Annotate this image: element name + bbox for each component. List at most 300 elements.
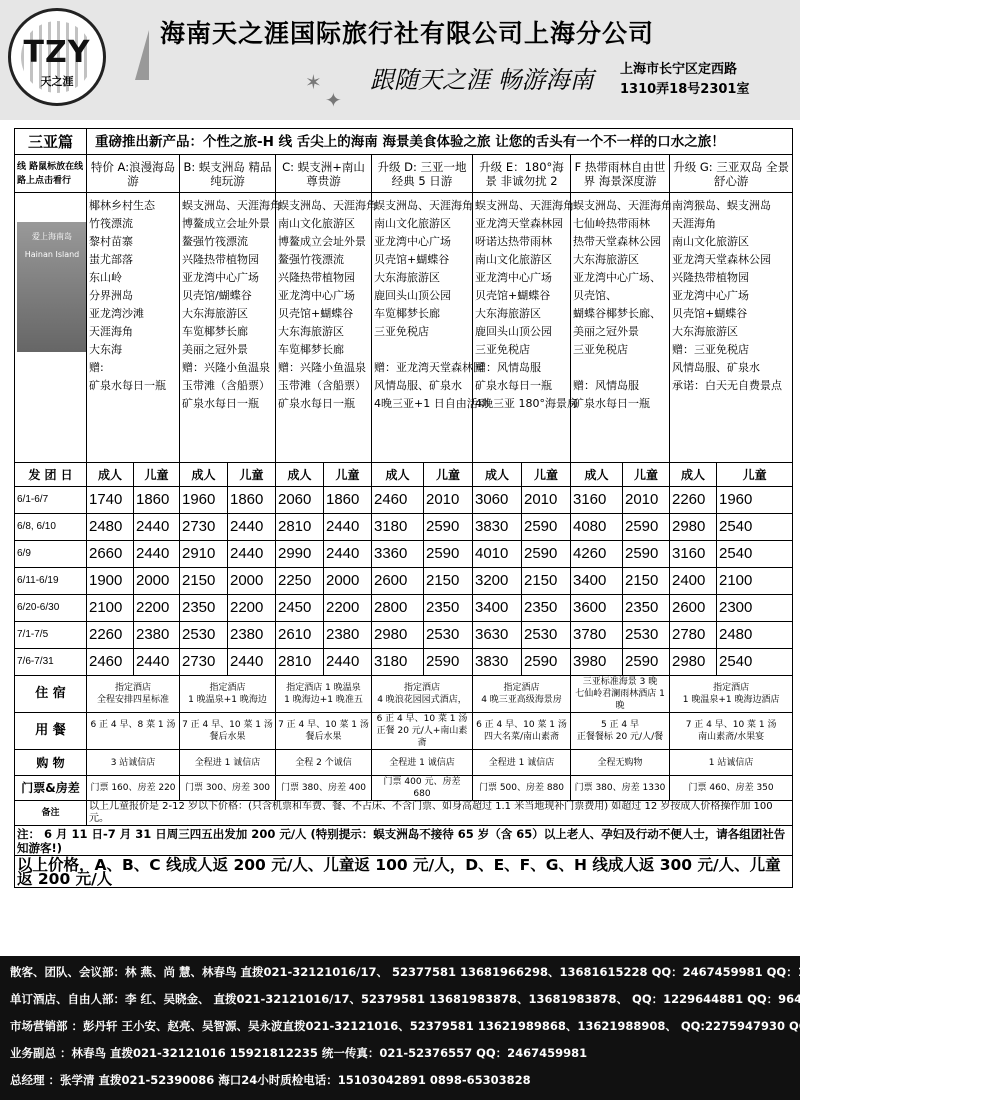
sailboat-icon [135, 30, 149, 80]
meals-line: 7 正 4 早、10 菜 1 汤 [182, 720, 273, 730]
price-cell: 2200 [324, 595, 372, 622]
meals-line: 正餐 20 元/人+南山素斋 [376, 726, 468, 748]
price-cell: 2440 [134, 514, 180, 541]
itinerary-item: 车览椰梦长廊 [182, 325, 248, 338]
itinerary-item: 蚩尤部落 [89, 253, 133, 266]
price-cell: 2660 [87, 541, 134, 568]
contact-line: 总经理 ：张学清 直拨021-52390086 海口24小时质检电话：15103042891 0898-65303828 [10, 1073, 531, 1087]
meals-line: 餐后水果 [209, 732, 246, 742]
itinerary-item: 兴隆热带植物园 [672, 271, 749, 284]
remarks-label: 备注 [15, 801, 87, 826]
meals-line: 5 正 4 早 [600, 720, 640, 730]
price-cell: 2150 [424, 568, 473, 595]
price-cell: 2440 [134, 649, 180, 676]
price-cell: 2980 [670, 649, 717, 676]
price-cell: 2730 [180, 514, 228, 541]
lodging-cell [87, 676, 180, 713]
itinerary-item: 矿泉水每日一瓶 [475, 379, 552, 392]
price-cell: 2980 [670, 514, 717, 541]
note: 注： 6 月 11 日-7 月 31 日周三四五出发加 200 元/人 (特别提示：蜈支洲岛不接待 65 岁（含 65）以上老人、孕妇及行动不便人士，请各组团社告知游客!) [15, 826, 793, 856]
itinerary-item: 黎村苗寨 [89, 235, 133, 248]
price-cell: 2150 [180, 568, 228, 595]
meals-line [89, 731, 177, 743]
meals-cell [571, 713, 670, 750]
price-cell: 2350 [424, 595, 473, 622]
address-line-1: 上海市长宁区定西路 [620, 62, 738, 77]
lodging-cell [473, 676, 571, 713]
tickets-label: 门票&房差 [15, 776, 87, 801]
route-title[interactable]: F 热带雨林自由世界 海景深度游 [571, 155, 670, 193]
area-label: 三亚篇 [15, 129, 87, 155]
price-cell: 2800 [372, 595, 424, 622]
price-cell: 2300 [717, 595, 793, 622]
price-cell: 1860 [134, 487, 180, 514]
price-cell: 3780 [571, 622, 623, 649]
itinerary-item: 蜈支洲岛、天涯海角 [475, 199, 574, 212]
itinerary-item: 大东海旅游区 [672, 325, 738, 338]
lodging-cell [670, 676, 793, 713]
price-cell: 4080 [571, 514, 623, 541]
price-cell: 2000 [134, 568, 180, 595]
lodging-line: 三亚标准海景 3 晚 [582, 677, 658, 687]
price-cell: 2010 [522, 487, 571, 514]
child-header: 儿童 [324, 463, 372, 487]
itinerary-item: 大东海旅游区 [374, 271, 440, 284]
price-cell: 1860 [324, 487, 372, 514]
meals-cell [372, 713, 473, 750]
price-cell: 2380 [134, 622, 180, 649]
meals-line: 7 正 4 早、10 菜 1 汤 [685, 720, 777, 730]
table-row [15, 826, 793, 856]
price-cell: 2350 [180, 595, 228, 622]
price-cell: 2200 [228, 595, 276, 622]
route-title[interactable]: 特价 A:浪漫海岛游 [87, 155, 180, 193]
itinerary-item: 蜈支洲岛、天涯海角 [182, 199, 281, 212]
price-cell: 2150 [522, 568, 571, 595]
departure-date: 7/6-7/31 [15, 649, 87, 676]
lodging-cell [372, 676, 473, 713]
itinerary-item: 4晚三亚+1 日自由活动 [374, 397, 489, 410]
itinerary-item: 4晚三亚 180°海景房 [475, 397, 578, 410]
lodging-line: 1 晚海边+1 晚准五 [284, 695, 363, 705]
price-cell: 2600 [670, 595, 717, 622]
price-cell: 1860 [228, 487, 276, 514]
price-cell: 2540 [717, 541, 793, 568]
contact-line: 业务副总 ：林春鸟 直拨021-32121016 15921812235 统一传真：021-52376557 QQ：2467459981 [10, 1046, 588, 1060]
route-title[interactable]: 升级 D: 三亚一地 经典 5 日游 [372, 155, 473, 193]
table-row [15, 568, 793, 595]
itinerary-item: 赠：亚龙湾天堂森林园 [374, 361, 484, 374]
meals-cell [276, 713, 372, 750]
itinerary-item: 矿泉水每日一瓶 [89, 379, 166, 392]
price-cell: 2440 [228, 541, 276, 568]
route-title[interactable]: 升级 G: 三亚双岛 全景舒心游 [670, 155, 793, 193]
price-cell: 2590 [623, 541, 670, 568]
itinerary-item [374, 341, 470, 359]
price-cell: 3060 [473, 487, 522, 514]
itinerary-item: 赠：三亚免税店 [672, 343, 749, 356]
lodging-line: 指定酒店 [403, 683, 440, 693]
contact-line: 市场营销部 ：彭丹轩 王小安、赵亮、吴智源、吴永波直拨021-32121016、52379581 13621989868、13621988908、 QQ:2275947930 QQ:1807457134、 [10, 1019, 905, 1033]
price-cell: 2460 [87, 649, 134, 676]
price-cell: 2440 [228, 514, 276, 541]
price-cell: 2440 [228, 649, 276, 676]
itinerary-item: 鹿回头山顶公园 [374, 289, 451, 302]
starfish-icon: ✶ [305, 70, 322, 94]
table-row [15, 541, 793, 568]
logo-subtext: 天之涯 [40, 75, 74, 88]
image-caption: 爱上海南岛 Hainan Island [24, 232, 80, 259]
itinerary-item: 分界洲岛 [89, 289, 133, 302]
shopping-label: 购 物 [15, 750, 87, 776]
child-header: 儿童 [717, 463, 793, 487]
itinerary-item: 美丽之冠外景 [573, 325, 639, 338]
price-cell: 3200 [473, 568, 522, 595]
itinerary-item: 赠：风情岛服 [475, 361, 541, 374]
price-cell: 2590 [424, 649, 473, 676]
itinerary-item: 玉带滩（含船票） [182, 379, 270, 392]
price-cell: 2530 [623, 622, 670, 649]
shopping-cell: 1 站诚信店 [670, 750, 793, 776]
price-cell: 2540 [717, 514, 793, 541]
route-title[interactable]: C: 蜈支洲+南山 尊贵游 [276, 155, 372, 193]
adult-header: 成人 [372, 463, 424, 487]
price-cell: 2400 [670, 568, 717, 595]
price-cell: 3160 [670, 541, 717, 568]
itinerary-cell [180, 193, 281, 463]
itinerary-item: 贝壳馆+蝴蝶谷 [672, 307, 748, 320]
price-cell: 3830 [473, 514, 522, 541]
price-cell: 3630 [473, 622, 522, 649]
departure-date: 6/20-6/30 [15, 595, 87, 622]
itinerary-cell [372, 193, 489, 463]
route-title[interactable]: B: 蜈支洲岛 精品纯玩游 [180, 155, 276, 193]
price-cell: 2590 [424, 514, 473, 541]
itinerary-cell [571, 193, 670, 463]
price-cell: 2590 [522, 649, 571, 676]
table-row [15, 622, 793, 649]
itinerary-item: 大东海旅游区 [475, 307, 541, 320]
contact-line: 散客、团队、会议部：林 燕、尚 慧、林春鸟 直拨021-32121016/17、 52377581 13681966298、13681615228 QQ：2467459981 QQ：1799396742 QQ：2311697370 [10, 965, 993, 979]
price-cell: 2460 [372, 487, 424, 514]
itinerary-item: 风情岛服、矿泉水 [374, 379, 462, 392]
price-table [14, 128, 793, 888]
price-cell: 2440 [324, 541, 372, 568]
itinerary-item: 承诺：白天无自费景点 [672, 379, 782, 392]
itinerary-item: 蜈支洲岛、天涯海角 [278, 199, 377, 212]
itinerary-item: 贝壳馆+蝴蝶谷 [475, 289, 551, 302]
itinerary-item: 三亚免税店 [573, 343, 628, 356]
header-banner [0, 0, 800, 120]
price-cell: 2530 [522, 622, 571, 649]
itinerary-item: 南山文化旅游区 [475, 253, 552, 266]
price-cell: 2060 [276, 487, 324, 514]
table-row [15, 776, 793, 801]
adult-header: 成人 [180, 463, 228, 487]
itinerary-item: 亚龙湾中心广场、 [573, 271, 661, 284]
price-cell: 2380 [228, 622, 276, 649]
meals-cell [473, 713, 571, 750]
itinerary-item: 天涯海角 [672, 217, 716, 230]
adult-header: 成人 [571, 463, 623, 487]
lodging-line: 1 晚温泉+1 晚海边 [188, 695, 267, 705]
departure-date: 7/1-7/5 [15, 622, 87, 649]
meals-label: 用 餐 [15, 713, 87, 750]
itinerary-item: 赠: [89, 361, 104, 374]
price-cell: 3360 [372, 541, 424, 568]
adult-header: 成人 [473, 463, 522, 487]
tickets-cell: 门票 400 元、房差 680 [372, 776, 473, 801]
itinerary-item: 鹿回头山顶公园 [475, 325, 552, 338]
itinerary-cell [670, 193, 793, 463]
itinerary-item: 呀诺达热带雨林 [475, 235, 552, 248]
table-row [15, 514, 793, 541]
lodging-line: 指定酒店 [713, 683, 750, 693]
price-cell: 3600 [571, 595, 623, 622]
price-cell: 2010 [424, 487, 473, 514]
tickets-cell: 门票 380、房差 1330 [571, 776, 670, 801]
itinerary-item: 博鳌成立会址外景 [278, 235, 366, 248]
itinerary-item: 风情岛服、矿泉水 [672, 361, 760, 374]
itinerary-item: 竹筏漂流 [89, 217, 133, 230]
tickets-cell: 门票 460、房差 350 [670, 776, 793, 801]
itinerary-item: 热带天堂森林公园 [573, 235, 661, 248]
lodging-line: 4 晚浪花园园式酒店， [377, 695, 467, 705]
price-cell: 3980 [571, 649, 623, 676]
itinerary-item: 博鳌成立会址外景 [182, 217, 270, 230]
itinerary-item: 赠：风情岛服 [573, 379, 639, 392]
price-cell: 2440 [324, 514, 372, 541]
itinerary-item: 蝴蝶谷椰梦长廊、 [573, 307, 661, 320]
lodging-line: 全程安排四星标准 [96, 695, 169, 705]
route-title[interactable]: 升级 E：180°海景 非诚勿扰 2 [473, 155, 571, 193]
price-cell: 2380 [324, 622, 372, 649]
price-cell: 3160 [571, 487, 623, 514]
lodging-line: 指定酒店 1 晚温泉 [286, 683, 361, 693]
price-cell: 2010 [623, 487, 670, 514]
itinerary-cell [276, 193, 377, 463]
company-address [620, 60, 795, 100]
itinerary-item: 美丽之冠外景 [182, 343, 248, 356]
lodging-cell [571, 676, 670, 713]
routes-label: 线 路鼠标放在线路上点击看行 [15, 155, 87, 193]
table-row [15, 193, 793, 463]
lodging-line: 1 晚温泉+1 晚海边酒店 [682, 695, 780, 705]
price-cell: 2810 [276, 649, 324, 676]
meals-line: 7 正 4 早、10 菜 1 汤 [278, 720, 369, 730]
meals-line: 6 正 4 早、10 菜 1 汤 [376, 714, 468, 724]
itinerary-item: 车览椰梦长廊 [374, 307, 440, 320]
itinerary-item: 赠：兴隆小鱼温泉 [278, 361, 366, 374]
itinerary-cell [473, 193, 578, 463]
shopping-cell: 全程 2 个诚信 [276, 750, 372, 776]
itinerary-item: 蜈支洲岛、天涯海角 [573, 199, 672, 212]
price-cell: 1960 [180, 487, 228, 514]
price-cell: 1900 [87, 568, 134, 595]
child-header: 儿童 [424, 463, 473, 487]
price-cell: 2150 [623, 568, 670, 595]
lodging-line: 指定酒店 [209, 683, 246, 693]
price-cell: 4010 [473, 541, 522, 568]
remarks-text: 以上儿童报价是 2-12 岁以下价格：(只含机票和车费、餐、不占床、不含门票、如身高超过 1.1 米当地现补门票费用) 如超过 12 岁按成人价格操作加 100 元。 [87, 801, 793, 826]
itinerary-item: 南山文化旅游区 [672, 235, 749, 248]
price-cell: 2530 [424, 622, 473, 649]
image-cell [15, 193, 87, 463]
itinerary-item: 天涯海角 [89, 325, 133, 338]
date-header: 发 团 日 [15, 463, 87, 487]
table-row [15, 463, 793, 487]
itinerary-item: 贝壳馆+蝴蝶谷 [374, 253, 450, 266]
itinerary-item: 亚龙湾天堂森林公园 [672, 253, 771, 266]
meals-cell [87, 713, 180, 750]
lodging-line: 七仙岭君澜雨林酒店 1 晚 [575, 689, 665, 711]
price-cell: 2530 [180, 622, 228, 649]
price-cell: 2480 [87, 514, 134, 541]
tickets-cell: 门票 160、房差 220 [87, 776, 180, 801]
table-row [15, 487, 793, 514]
itinerary-item: 玉带滩（含船票） [278, 379, 366, 392]
itinerary-item: 贝壳馆/蝴蝶谷 [182, 289, 252, 302]
company-name: 海南天之涯国际旅行社有限公司上海分公司 [160, 19, 655, 48]
shopping-cell: 3 站诚信店 [87, 750, 180, 776]
contact-line: 单订酒店、自由人部：李 红、吴晓金、 直拨021-32121016/17、52379581 13681983878、13681983878、 QQ：1229644881 QQ：964029792 QQ：1799396742 [10, 992, 966, 1006]
address-line-2: 1310弄18号2301室 [620, 82, 750, 97]
price-cell: 3180 [372, 514, 424, 541]
table-row [15, 676, 793, 713]
price-cell: 2730 [180, 649, 228, 676]
lodging-cell [276, 676, 372, 713]
meals-line: 餐后水果 [305, 732, 342, 742]
price-cell: 2600 [372, 568, 424, 595]
meals-cell [670, 713, 793, 750]
price-cell: 2000 [324, 568, 372, 595]
price-cell: 2810 [276, 514, 324, 541]
itinerary-item: 三亚免税店 [374, 325, 429, 338]
price-cell: 1960 [717, 487, 793, 514]
table-row [15, 595, 793, 622]
itinerary-item: 鳌强竹筏漂流 [278, 253, 344, 266]
departure-date: 6/9 [15, 541, 87, 568]
table-row [15, 801, 793, 826]
lodging-line: 指定酒店 [114, 683, 151, 693]
price-cell: 3400 [473, 595, 522, 622]
meals-line: 四大名菜/南山素斋 [483, 732, 560, 742]
headline: 重磅推出新产品：个性之旅-H 线 舌尖上的海南 海景美食体验之旅 让您的舌头有一个不一样的口水之旅！ [87, 129, 793, 155]
price-cell: 2350 [623, 595, 670, 622]
itinerary-item: 椰林乡村生态 [89, 199, 155, 212]
meals-line: 6 正 4 早、8 菜 1 汤 [90, 720, 176, 730]
price-cell: 2250 [276, 568, 324, 595]
itinerary-item: 南山文化旅游区 [278, 217, 355, 230]
itinerary-item: 矿泉水每日一瓶 [278, 397, 355, 410]
itinerary-item: 三亚免税店 [475, 343, 530, 356]
table-row [15, 129, 793, 155]
contact-footer [0, 956, 993, 1100]
table-row [15, 649, 793, 676]
price-cell: 3400 [571, 568, 623, 595]
price-cell: 2540 [717, 649, 793, 676]
child-header: 儿童 [134, 463, 180, 487]
adult-header: 成人 [87, 463, 134, 487]
itinerary-item: 亚龙湾沙滩 [89, 307, 144, 320]
price-cell: 2260 [670, 487, 717, 514]
meals-line: 正餐餐标 20 元/人/餐 [576, 732, 664, 742]
itinerary-item: 大东海旅游区 [278, 325, 344, 338]
meals-line: 南山素斋/水果宴 [698, 732, 765, 742]
departure-date: 6/11-6/19 [15, 568, 87, 595]
itinerary-item: 亚龙湾中心广场 [278, 289, 355, 302]
price-cell: 2100 [717, 568, 793, 595]
child-header: 儿童 [522, 463, 571, 487]
itinerary-item: 亚龙湾天堂森林园 [475, 217, 563, 230]
itinerary-item [573, 359, 667, 377]
price-cell: 3180 [372, 649, 424, 676]
shopping-cell: 全程进 1 诚信店 [473, 750, 571, 776]
itinerary-item: 大东海 [89, 343, 122, 356]
itinerary-item: 兴隆热带植物园 [182, 253, 259, 266]
price-cell: 2440 [324, 649, 372, 676]
table-row [15, 750, 793, 776]
itinerary-item: 南湾猴岛、蜈支洲岛 [672, 199, 771, 212]
itinerary-item: 鳌强竹筏漂流 [182, 235, 248, 248]
itinerary-item: 赠：兴隆小鱼温泉 [182, 361, 270, 374]
price-cell: 2910 [180, 541, 228, 568]
itinerary-item: 亚龙湾中心广场 [475, 271, 552, 284]
itinerary-item: 矿泉水每日一瓶 [573, 397, 650, 410]
table-row [15, 155, 793, 193]
company-logo [8, 8, 106, 106]
adult-header: 成人 [276, 463, 324, 487]
slogan: 跟随天之涯 畅游海南 [370, 66, 594, 94]
starfish-icon: ✦ [325, 88, 342, 112]
meals-line: 6 正 4 早、10 菜 1 汤 [476, 720, 567, 730]
lodging-line: 指定酒店 [503, 683, 540, 693]
shopping-cell: 全程无购物 [571, 750, 670, 776]
table-row [15, 856, 793, 888]
logo-text: TZY [23, 35, 91, 70]
price-cell: 2590 [623, 649, 670, 676]
price-cell: 2590 [424, 541, 473, 568]
tickets-cell: 门票 300、房差 300 [180, 776, 276, 801]
tickets-cell: 门票 380、房差 400 [276, 776, 372, 801]
table-row [15, 713, 793, 750]
lodging-line: 4 晚三亚高级海景房 [481, 695, 562, 705]
shopping-cell: 全程进 1 诚信店 [372, 750, 473, 776]
child-header: 儿童 [228, 463, 276, 487]
itinerary-item: 贝壳馆、 [573, 289, 617, 302]
itinerary-item: 贝壳馆+蝴蝶谷 [278, 307, 354, 320]
itinerary-item: 东山岭 [89, 271, 122, 284]
price-cell: 2260 [87, 622, 134, 649]
price-cell: 3830 [473, 649, 522, 676]
adult-header: 成人 [670, 463, 717, 487]
price-cell: 2450 [276, 595, 324, 622]
price-cell: 2480 [717, 622, 793, 649]
itinerary-item: 大东海旅游区 [573, 253, 639, 266]
rebate-note: 以上价格，A、B、C 线成人返 200 元/人、儿童返 100 元/人，D、E、F、G、H 线成人返 300 元/人、儿童返 200 元/人 [15, 856, 793, 888]
price-cell: 4260 [571, 541, 623, 568]
itinerary-item: 亚龙湾中心广场 [672, 289, 749, 302]
price-cell: 2590 [522, 541, 571, 568]
lodging-label: 住 宿 [15, 676, 87, 713]
price-cell: 2100 [87, 595, 134, 622]
price-cell: 2590 [522, 514, 571, 541]
itinerary-item: 蜈支洲岛、天涯海角 [374, 199, 473, 212]
price-cell: 2610 [276, 622, 324, 649]
price-cell: 2780 [670, 622, 717, 649]
itinerary-item: 车览椰梦长廊 [278, 343, 344, 356]
lodging-cell [180, 676, 276, 713]
